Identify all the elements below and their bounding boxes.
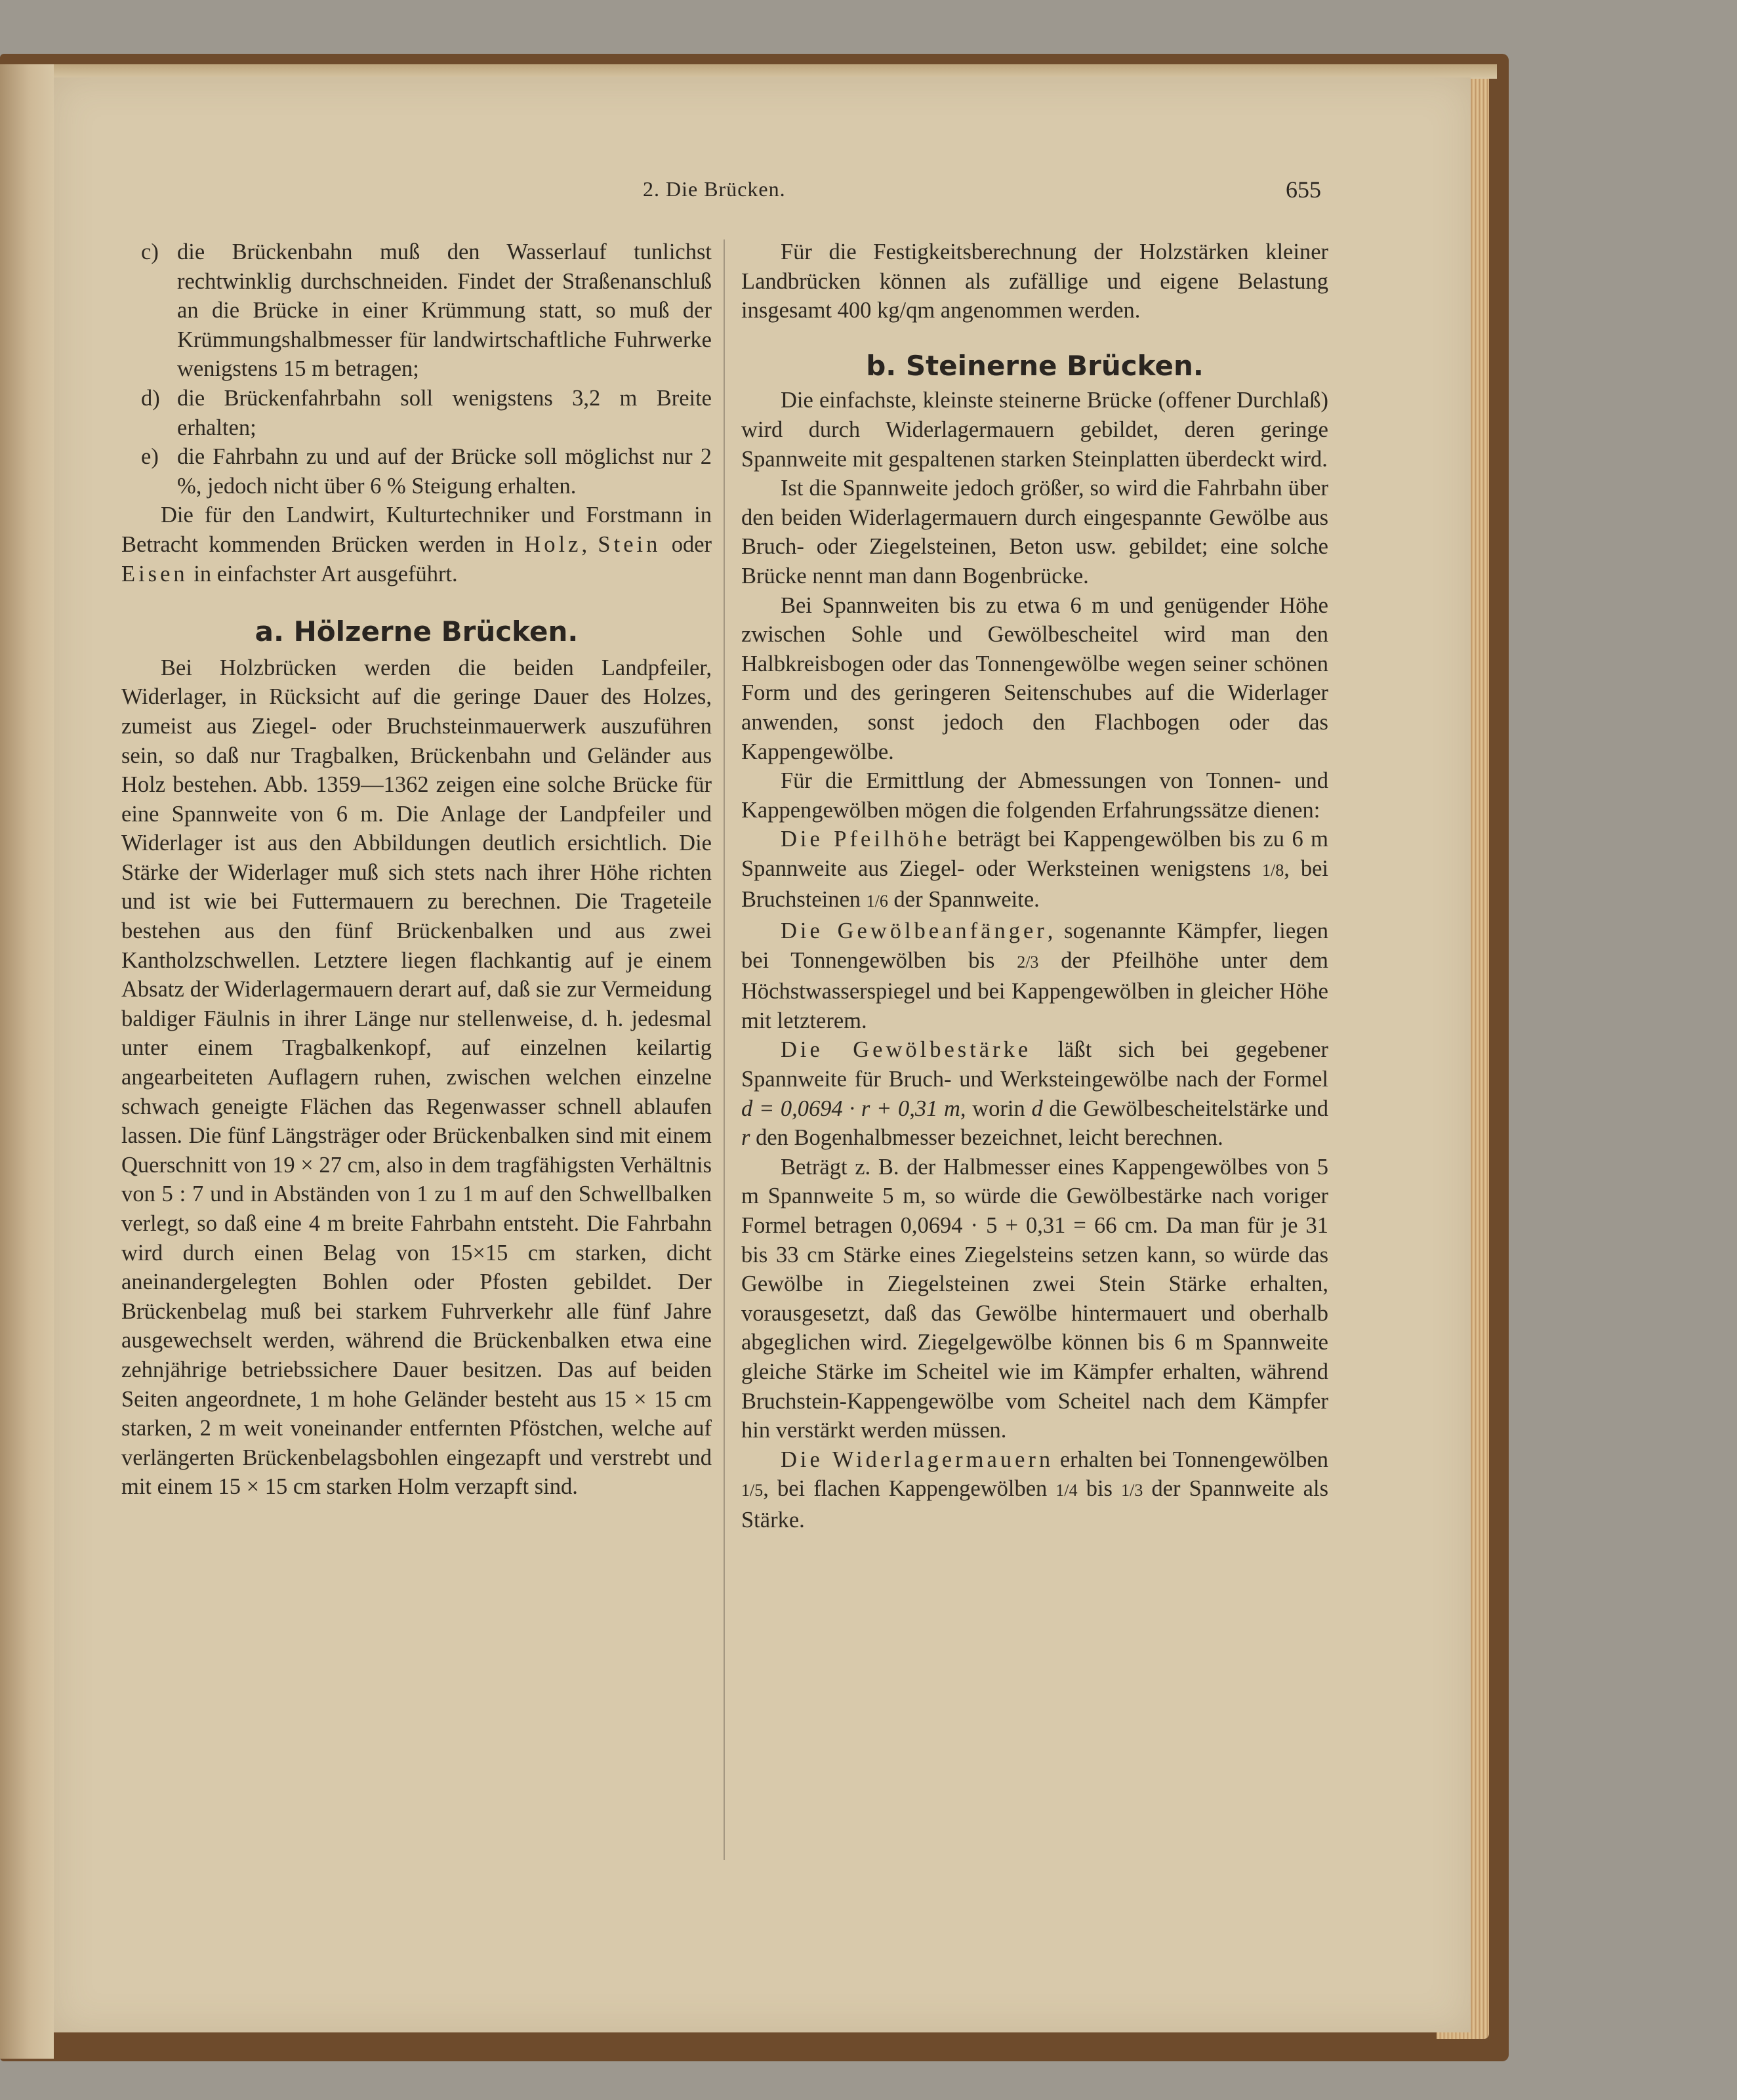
- list-text: die Brückenbahn muß den Wasserlauf tunlichst rechtwinklig durchschneiden. Findet der Straßenanschluß an die Brücke in einer Krümmung statt, so muß der Krümmungshalbmesser für landwirtschaftliche Fuhrwerke wenigstens 15 m betragen;: [177, 239, 712, 382]
- page-number: 655: [1286, 176, 1321, 203]
- material-holz: Holz: [524, 531, 582, 557]
- paragraph-erfahrungssaetze: Für die Ermittlung der Abmessungen von Tonnen- und Kappengewölben mögen die folgenden Erfahrungssätze dienen:: [741, 768, 1328, 823]
- list-label: e): [141, 444, 159, 470]
- list-item-c: [121, 237, 712, 384]
- formula: d = 0,0694 · r + 0,31 m,: [741, 1096, 966, 1121]
- paragraph-festigkeit: Für die Festigkeitsberechnung der Holzstärken kleiner Landbrücken können als zufällige und eigene Belastung insgesamt 400 kg/qm angenommen werden.: [741, 239, 1328, 323]
- column-divider: [724, 239, 725, 1860]
- list-text: die Fahrbahn zu und auf der Brücke soll möglichst nur 2 %, jedoch nicht über 6 % Steigung erhalten.: [177, 444, 712, 499]
- page-top-edge: [54, 64, 1497, 79]
- list-label: c): [141, 239, 159, 264]
- list-label: d): [141, 385, 160, 411]
- material-eisen: Eisen: [121, 561, 188, 587]
- paragraph-beispiel: Beträgt z. B. der Halbmesser eines Kappengewölbes von 5 m Spannweite 5 m, so würde die Gewölbestärke nach voriger Formel betragen 0,0694 · 5 + 0,31 = 66 cm. Da man für je 31 bis 33 cm Stärke eines Ziegelsteins setzen kann, so würde das Gewölbe in Ziegelsteinen zwei Stein Stärke erhalten, vorausgesetzt, daß das Gewölbe hintermauert und oberhalb abgeglichen wird. Ziegelgewölbe können bis 6 m Spannweite gleiche Stärke im Scheitel wie im Kämpfer erhalten, während Bruchstein-Kappengewölbe vom Scheitel nach dem Kämpfer hin verstärkt werden müssen.: [741, 1154, 1328, 1443]
- paragraph-bogenbruecke: Ist die Spannweite jedoch größer, so wird die Fahrbahn über den beiden Widerlagermauern durch eingespannte Gewölbe aus Bruch- oder Ziegelsteinen, Beton usw. gebildet; eine solche Brücke nennt man dann Bogenbrücke.: [741, 476, 1328, 588]
- section-heading-a: a. Hölzerne Brücken.: [255, 615, 579, 648]
- list-text: die Brückenfahrbahn soll wenigstens 3,2 m Breite erhalten;: [177, 385, 712, 440]
- paragraph-holzbruecken: Bei Holzbrücken werden die beiden Landpfeiler, Widerlager, in Rücksicht auf die geringe Dauer des Holzes, zumeist aus Ziegel- oder Bruchsteinmauerwerk auszuführen sein, so daß nur Tragbalken, Brückenbahn und Geländer aus Holz bestehen. Abb. 1359—1362 zeigen eine solche Brücke für eine Spannweite von 6 m. Die Anlage der Landpfeiler und Widerlager ist aus den Abbildungen deutlich ersichtlich. Die Stärke der Widerlager muß sich stets nach ihrer Höhe richten und ist wie bei Futtermauern zu berechnen. Die Trageteile bestehen aus den fünf Brückenbalken und aus zwei Kantholzschwellen. Letztere liegen flachkantig auf je einem Absatz der Widerlagermauern derart auf, daß sie zur Vermeidung baldiger Fäulnis in ihrer Länge nur stellenweise, d. h. jedesmal unter einem Tragbalkenkopf, auf einzelnen keilartig angearbeiteten Auflagern ruhen, zwischen welchen einzelne schwach geneigte Flächen das Regenwasser schnell ablaufen lassen. Die fünf Längsträger oder Brückenbalken sind mit einem Querschnitt von 19 × 27 cm, also in dem tragfähigsten Verhältnis von 5 : 7 und in Abständen von 1 zu 1 m auf den Schwellbalken verlegt, so daß eine 4 m breite Fahrbahn entsteht. Die Fahrbahn wird durch einen Belag von 15×15 cm starken, dicht aneinandergelegten Bohlen oder Pfosten gebildet. Der Brückenbelag muß bei starkem Fuhrverkehr alle fünf Jahre ausgewechselt werden, während die Brückenbalken etwa eine zehnjährige betriebssichere Dauer besitzen. Das auf beiden Seiten angeordnete, 1 m hohe Geländer besteht aus 15 × 15 cm starken, 2 m weit voneinander entfernten Pföstchen, welche auf verlängerten Brückenbelagsbohlen eingezapft und verstrebt und mit einem 15 × 15 cm starken Holm verzapft sind.: [121, 655, 712, 1500]
- running-header: 2. Die Brücken.: [643, 177, 786, 201]
- paragraph-gewoelbeanfaenger: Die Gewölbeanfänger, sogenannte Kämpfer, liegen bei Tonnengewölben bis 2/3 der Pfeilhöhe unter dem Höchstwasserspiegel und bei Kappengewölben in gleicher Höhe mit letzterem.: [741, 918, 1329, 1033]
- spine-shadow: [0, 64, 54, 2059]
- paragraph-spannweiten: Bei Spannweiten bis zu etwa 6 m und genügender Höhe zwischen Sohle und Gewölbescheitel wird man den Halbkreisbogen oder das Tonnengewölbe wegen seiner schönen Form und des geringeren Seitenschubes auf die Widerlager anwenden, sonst jedoch den Flachbogen oder das Kappengewölbe.: [741, 592, 1328, 764]
- material-stein: Stein: [598, 531, 661, 557]
- list-item-e: [121, 442, 712, 501]
- paragraph-widerlagermauern: Die Widerlagermauern erhalten bei Tonnengewölben 1/5, bei flachen Kappengewölben 1/4 bis 1/3 der Spannweite als Stärke.: [741, 1447, 1328, 1533]
- paragraph-pfeilhoehe: Die Pfeilhöhe beträgt bei Kappengewölben bis zu 6 m Spannweite aus Ziegel- oder Werksteinen wenigstens 1/8, bei Bruchsteinen 1/6 der Spannweite.: [741, 827, 1329, 913]
- left-column: [121, 237, 712, 1502]
- section-heading-b: b. Steinerne Brücken.: [866, 349, 1204, 382]
- paragraph-gewoelbestaerke: Die Gewölbestärke läßt sich bei gegebener Spannweite für Bruch- und Werksteingewölbe nach der Formel d = 0,0694 · r + 0,31 m, worin d die Gewölbescheitelstärke und r den Bogenhalbmesser bezeichnet, leicht berechnen.: [741, 1037, 1329, 1151]
- right-column: [741, 237, 1328, 1535]
- intro-paragraph: Die für den Landwirt, Kulturtechniker und Forstmann in Betracht kommenden Brücken werden in Holz, Stein oder Eisen in einfachster Art ausgeführt.: [121, 503, 712, 587]
- paragraph-durchlass: Die einfachste, kleinste steinerne Brücke (offener Durchlaß) wird durch Widerlagermauern gebildet, deren geringe Spannweite mit gespaltenen starken Steinplatten überdeckt wird.: [741, 388, 1328, 472]
- list-item-d: [121, 384, 712, 442]
